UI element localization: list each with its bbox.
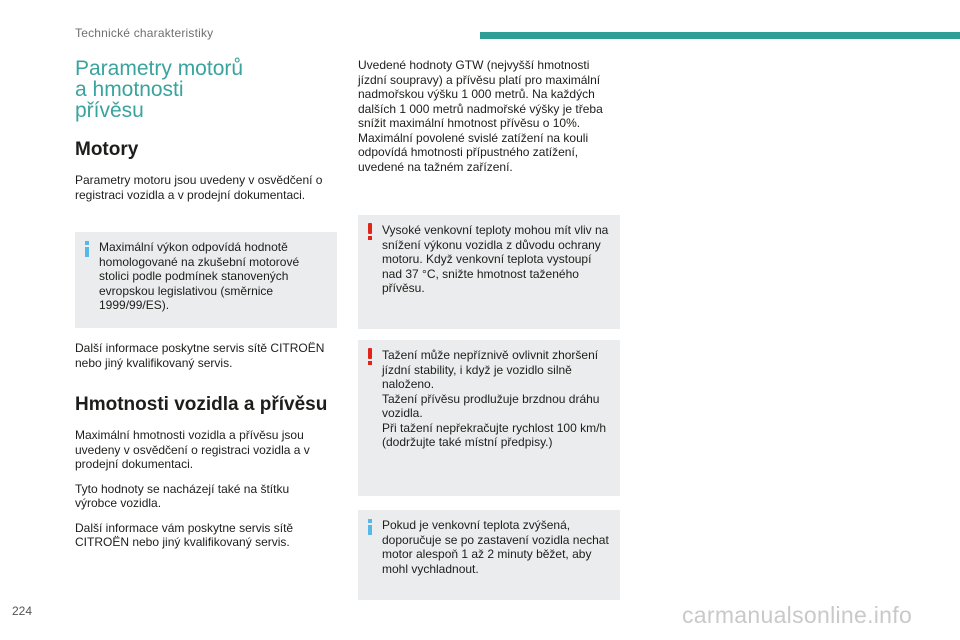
motory-text: Parametry motoru jsou uvedeny v osvědčení o registraci vozidla a v prodejní dokumentaci. (75, 173, 323, 202)
page-title: Parametry motorů a hmotnosti přívěsu (75, 57, 244, 122)
gtw-text: Uvedené hodnoty GTW (nejvyšší hmotnosti jízdní soupravy) a přívěsu platí pro maximální nadmořskou výšku 1 000 metrů. Na každých dalších 1 000 metrů nadmořské výšky je třeba snížit maximální hmotnost přívěsu o 10%. Maximální povolené svislé zatížení na kouli odpovídá hmotnosti přípustného zatížení, uvedené na tažném zařízení. (358, 58, 603, 174)
section-heading-mass: Hmotnosti vozidla a přívěsu (75, 394, 328, 415)
mass-text-2: Tyto hodnoty se nacházejí také na štítku výrobce vozidla. (75, 481, 290, 510)
warning-icon (368, 223, 373, 240)
warning-note-towing (358, 340, 620, 496)
info-note-text: Maximální výkon odpovídá hodnotě homologované na zkušební motorové stolici podle podmínek stanovených evropskou legislativou (směrnice 1999/99/ES). (99, 240, 300, 312)
info-icon (368, 519, 372, 535)
info-note-cooling (358, 510, 620, 600)
watermark: carmanualsonline.info (682, 602, 913, 628)
mass-text-1: Maximální hmotnosti vozidla a přívěsu jsou uvedeny v osvědčení o registraci vozidla a v prodejní dokumentaci. (75, 428, 310, 471)
right-column (358, 58, 620, 576)
mass-text-3: Další informace vám poskytne servis sítě CITROËN nebo jiný kvalifikovaný servis. (75, 520, 294, 549)
page-number: 224 (12, 604, 33, 618)
section-heading-motory: Motory (75, 139, 139, 160)
info-note-cooling-text: Pokud je venkovní teplota zvýšená, doporučuje se po zastavení vozidla nechat motor alespoň 1 až 2 minuty běžet, aby mohl vychladnout. (382, 518, 609, 576)
info-icon (85, 241, 89, 257)
header-accent-bar (480, 32, 960, 39)
warning-note-towing-text: Tažení může nepříznivě ovlivnit zhoršení jízdní stability, i když je vozidlo silně naloženo. Tažení přívěsu prodlužuje brzdnou dráhu vozidla. Při tažení nepřekračujte rychlost 100 km/h (dodržujte také místní předpisy.) (382, 348, 607, 449)
header-title: Technické charakteristiky (75, 26, 214, 40)
warning-note-temperature-text: Vysoké venkovní teploty mohou mít vliv na snížení výkonu vozidla z důvodu ochrany motoru. Když venkovní teplota vystoupí nad 37 °C, snižte hmotnost taženého přívěsu. (382, 223, 609, 295)
left-column (75, 58, 337, 550)
more-info-text: Další informace poskytne servis sítě CITROËN nebo jiný kvalifikovaný servis. (75, 341, 325, 370)
warning-note-temperature (358, 215, 620, 329)
warning-icon (368, 348, 373, 365)
info-note (75, 232, 337, 328)
